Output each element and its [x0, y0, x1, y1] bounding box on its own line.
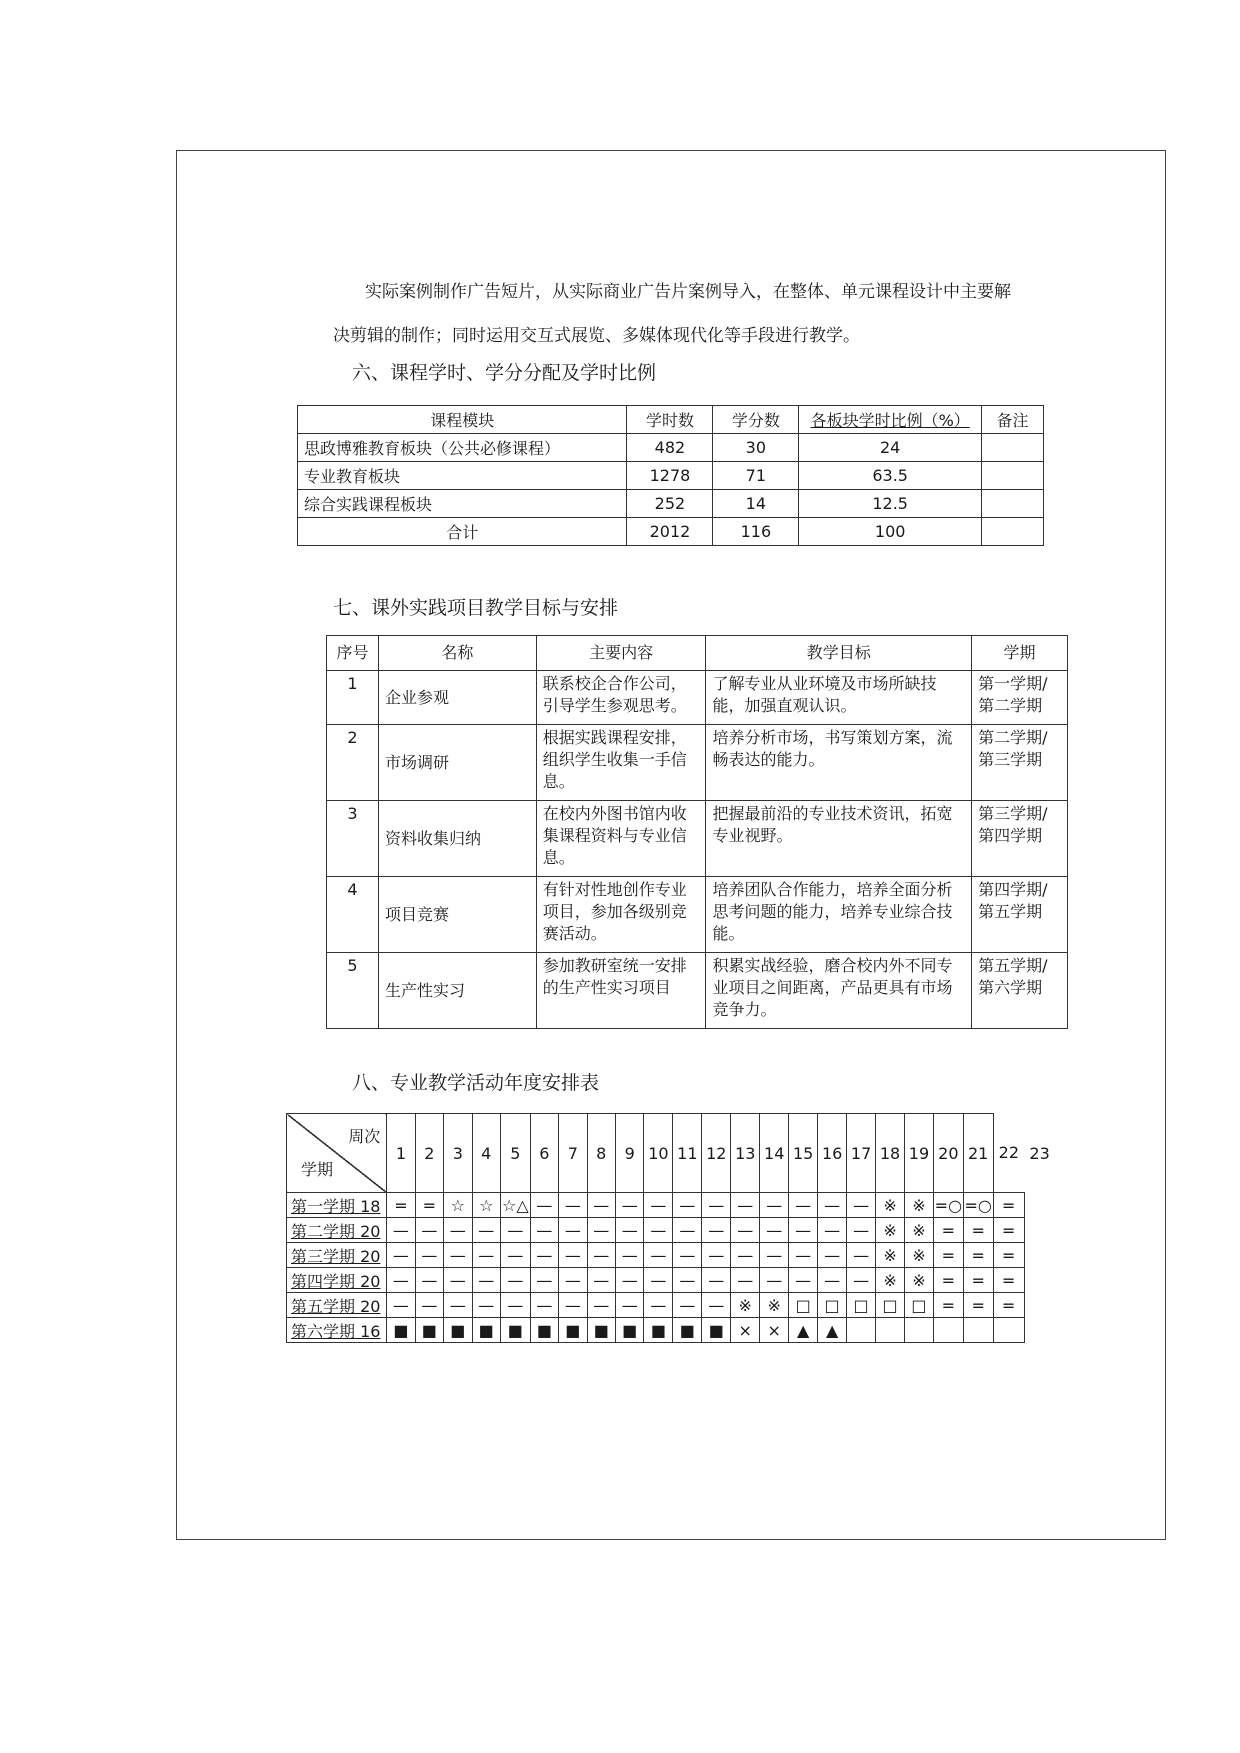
schedule-cell: — [702, 1193, 731, 1218]
week-number: 3 [444, 1114, 472, 1193]
schedule-cell: =○ [963, 1193, 993, 1218]
schedule-cell: = [993, 1193, 1024, 1218]
week-number: 19 [905, 1114, 934, 1193]
schedule-cell: — [387, 1243, 415, 1268]
project-name: 生产性实习 [378, 953, 536, 1029]
week-number: 10 [644, 1114, 673, 1193]
project-term: 第五学期/第六学期 [972, 953, 1068, 1029]
schedule-cell: = [963, 1293, 993, 1318]
header-goal: 教学目标 [706, 636, 972, 671]
schedule-cell: — [760, 1243, 789, 1268]
week-number: 6 [530, 1114, 558, 1193]
index: 3 [327, 801, 379, 877]
schedule-cell: = [933, 1293, 963, 1318]
schedule-cell: — [760, 1268, 789, 1293]
table-row [298, 434, 1044, 462]
schedule-cell: — [702, 1218, 731, 1243]
project-term: 第一学期/第二学期 [972, 671, 1068, 725]
credits: 30 [713, 434, 799, 462]
week-number: 7 [559, 1114, 587, 1193]
schedule-cell: — [702, 1293, 731, 1318]
schedule-cell: ※ [905, 1218, 934, 1243]
schedule-cell: — [818, 1243, 847, 1268]
schedule-cell: — [615, 1293, 643, 1318]
week-number: 5 [500, 1114, 530, 1193]
section6-title: 六、课程学时、学分分配及学时比例 [352, 362, 657, 384]
schedule-cell: — [530, 1243, 558, 1268]
schedule-cell: — [615, 1193, 643, 1218]
schedule-cell: ☆ [472, 1193, 500, 1218]
intro-line-1: 实际案例制作广告短片，从实际商业广告片案例导入，在整体、单元课程设计中主要解 [365, 282, 1011, 302]
schedule-cell: — [818, 1193, 847, 1218]
schedule-cell: — [415, 1243, 443, 1268]
hours: 2012 [627, 518, 713, 546]
schedule-cell [963, 1318, 993, 1343]
table-row [298, 462, 1044, 490]
schedule-cell: — [702, 1268, 731, 1293]
schedule-cell: ■ [559, 1318, 587, 1343]
header-content: 主要内容 [536, 636, 706, 671]
project-content: 有针对性地创作专业项目，参加各级别竞赛活动。 [536, 877, 706, 953]
intro-line-2: 决剪辑的制作；同时运用交互式展览、多媒体现代化等手段进行教学。 [333, 326, 860, 346]
schedule-row [287, 1243, 1056, 1268]
week-number: 1 [387, 1114, 415, 1193]
schedule-cell: — [559, 1193, 587, 1218]
schedule-cell: — [387, 1293, 415, 1318]
schedule-cell: — [500, 1293, 530, 1318]
term-label: 第四学期 20 [287, 1268, 387, 1293]
schedule-cell: — [847, 1218, 876, 1243]
project-content: 参加教研室统一安排的生产性实习项目 [536, 953, 706, 1029]
project-goal: 把握最前沿的专业技术资讯，拓宽专业视野。 [706, 801, 972, 877]
schedule-cell: ▲ [789, 1318, 818, 1343]
header-index: 序号 [327, 636, 379, 671]
schedule-table [286, 1113, 1056, 1343]
schedule-cell [905, 1318, 934, 1343]
schedule-cell: — [500, 1243, 530, 1268]
schedule-cell: — [731, 1218, 760, 1243]
header-remark: 备注 [982, 406, 1044, 434]
term-label: 第一学期 18 [287, 1193, 387, 1218]
schedule-cell: — [673, 1243, 702, 1268]
project-term: 第三学期/第四学期 [972, 801, 1068, 877]
schedule-header-row [287, 1114, 1056, 1193]
schedule-cell: ※ [876, 1268, 905, 1293]
schedule-cell: ■ [444, 1318, 472, 1343]
schedule-cell: = [993, 1268, 1024, 1293]
module-name: 思政博雅教育板块（公共必修课程） [298, 434, 627, 462]
schedule-cell: — [644, 1243, 673, 1268]
project-name: 资料收集归纳 [378, 801, 536, 877]
project-goal: 积累实战经验，磨合校内外不同专业项目之间距离，产品更具有市场竞争力。 [706, 953, 972, 1029]
schedule-cell: — [644, 1293, 673, 1318]
week-number: 13 [731, 1114, 760, 1193]
schedule-cell: ■ [644, 1318, 673, 1343]
schedule-cell: = [963, 1218, 993, 1243]
schedule-cell: = [387, 1193, 415, 1218]
schedule-cell: — [500, 1268, 530, 1293]
week-number: 4 [472, 1114, 500, 1193]
schedule-cell: — [847, 1268, 876, 1293]
schedule-cell: ■ [387, 1318, 415, 1343]
schedule-row [287, 1293, 1056, 1318]
schedule-cell: — [615, 1243, 643, 1268]
week-number: 21 [963, 1114, 993, 1193]
hours: 1278 [627, 462, 713, 490]
schedule-cell: ※ [876, 1193, 905, 1218]
schedule-cell: ■ [472, 1318, 500, 1343]
schedule-cell: ※ [905, 1268, 934, 1293]
schedule-cell: — [789, 1218, 818, 1243]
schedule-cell: — [587, 1218, 615, 1243]
schedule-cell: — [500, 1218, 530, 1243]
week-number: 16 [818, 1114, 847, 1193]
schedule-cell: = [415, 1193, 443, 1218]
schedule-cell: — [587, 1243, 615, 1268]
corner-term-label: 学期 [301, 1160, 334, 1179]
schedule-cell: × [731, 1318, 760, 1343]
schedule-cell: ■ [587, 1318, 615, 1343]
schedule-cell: = [933, 1218, 963, 1243]
schedule-cell: □ [905, 1293, 934, 1318]
schedule-cell: — [444, 1293, 472, 1318]
schedule-cell: — [444, 1268, 472, 1293]
schedule-cell: — [387, 1218, 415, 1243]
schedule-cell: ■ [500, 1318, 530, 1343]
project-goal: 培养分析市场，书写策划方案，流畅表达的能力。 [706, 725, 972, 801]
week-number: 11 [673, 1114, 702, 1193]
schedule-cell [876, 1318, 905, 1343]
credits: 116 [713, 518, 799, 546]
schedule-cell: = [963, 1243, 993, 1268]
schedule-cell: — [587, 1193, 615, 1218]
week-number: 17 [847, 1114, 876, 1193]
schedule-cell: ■ [673, 1318, 702, 1343]
schedule-cell: — [530, 1218, 558, 1243]
remark [982, 462, 1044, 490]
table-row [327, 725, 1068, 801]
schedule-cell: — [760, 1218, 789, 1243]
week-number: 12 [702, 1114, 731, 1193]
project-name: 企业参观 [378, 671, 536, 725]
term-label: 第二学期 20 [287, 1218, 387, 1243]
table-row-total [298, 518, 1044, 546]
intro-paragraph [333, 270, 1033, 358]
schedule-cell: — [789, 1193, 818, 1218]
schedule-cell: ※ [731, 1293, 760, 1318]
schedule-cell: — [559, 1218, 587, 1243]
practice-table [326, 635, 1068, 1029]
schedule-cell: — [702, 1243, 731, 1268]
remark [982, 434, 1044, 462]
schedule-cell: — [847, 1243, 876, 1268]
schedule-cell: — [847, 1193, 876, 1218]
schedule-cell: □ [847, 1293, 876, 1318]
project-content: 在校内外图书馆内收集课程资料与专业信息。 [536, 801, 706, 877]
term-label: 第五学期 20 [287, 1293, 387, 1318]
diagonal-header-cell [287, 1114, 387, 1193]
header-credits: 学分数 [713, 406, 799, 434]
table-row [327, 671, 1068, 725]
schedule-cell: □ [876, 1293, 905, 1318]
project-content: 联系校企合作公司，引导学生参观思考。 [536, 671, 706, 725]
total-label: 合计 [298, 518, 627, 546]
remark [982, 518, 1044, 546]
schedule-cell: — [818, 1218, 847, 1243]
ratio: 63.5 [799, 462, 982, 490]
project-content: 根据实践课程安排，组织学生收集一手信息。 [536, 725, 706, 801]
schedule-row [287, 1268, 1056, 1293]
week-number: 22 [998, 1143, 1020, 1163]
schedule-cell: — [644, 1268, 673, 1293]
index: 4 [327, 877, 379, 953]
schedule-cell: — [415, 1218, 443, 1243]
schedule-cell: — [760, 1193, 789, 1218]
schedule-cell: ☆ [444, 1193, 472, 1218]
schedule-cell: — [530, 1293, 558, 1318]
week-number: 2 [415, 1114, 443, 1193]
ratio: 12.5 [799, 490, 982, 518]
schedule-cell [847, 1318, 876, 1343]
module-name: 综合实践课程板块 [298, 490, 627, 518]
schedule-body [287, 1193, 1056, 1343]
project-name: 市场调研 [378, 725, 536, 801]
schedule-cell: ※ [876, 1243, 905, 1268]
schedule-cell: — [559, 1268, 587, 1293]
week-number: 18 [876, 1114, 905, 1193]
header-module: 课程模块 [298, 406, 627, 434]
table-row [327, 953, 1068, 1029]
module-name: 专业教育板块 [298, 462, 627, 490]
schedule-cell: — [415, 1293, 443, 1318]
schedule-cell [993, 1318, 1024, 1343]
schedule-cell: — [731, 1193, 760, 1218]
schedule-cell: — [559, 1293, 587, 1318]
schedule-cell: — [673, 1193, 702, 1218]
project-term: 第二学期/第三学期 [972, 725, 1068, 801]
schedule-cell: — [644, 1218, 673, 1243]
week-number: 23 [1029, 1143, 1050, 1163]
schedule-row [287, 1318, 1056, 1343]
schedule-cell: ※ [905, 1243, 934, 1268]
schedule-cell: — [789, 1268, 818, 1293]
table-row [327, 801, 1068, 877]
project-goal: 培养团队合作能力，培养全面分析思考问题的能力，培养专业综合技能。 [706, 877, 972, 953]
index: 5 [327, 953, 379, 1029]
week-number: 15 [789, 1114, 818, 1193]
corner-week-label: 周次 [348, 1127, 381, 1146]
week-number: 20 [933, 1114, 963, 1193]
schedule-cell: — [559, 1243, 587, 1268]
schedule-cell: — [472, 1218, 500, 1243]
schedule-cell: ■ [702, 1318, 731, 1343]
schedule-row [287, 1218, 1056, 1243]
credit-table [297, 405, 1044, 546]
schedule-cell: □ [789, 1293, 818, 1318]
schedule-cell: ▲ [818, 1318, 847, 1343]
week-number: 8 [587, 1114, 615, 1193]
header-term: 学期 [972, 636, 1068, 671]
week-number: 14 [760, 1114, 789, 1193]
schedule-cell: ※ [876, 1218, 905, 1243]
schedule-cell: — [587, 1268, 615, 1293]
schedule-cell: — [644, 1193, 673, 1218]
header-hours: 学时数 [627, 406, 713, 434]
schedule-cell: — [587, 1293, 615, 1318]
header-name: 名称 [378, 636, 536, 671]
schedule-cell: — [444, 1218, 472, 1243]
schedule-cell: — [673, 1293, 702, 1318]
practice-table-header [327, 636, 1068, 671]
schedule-cell: — [673, 1268, 702, 1293]
project-goal: 了解专业从业环境及市场所缺技能，加强直观认识。 [706, 671, 972, 725]
schedule-cell: — [530, 1193, 558, 1218]
week-number: 9 [615, 1114, 643, 1193]
credits: 14 [713, 490, 799, 518]
index: 2 [327, 725, 379, 801]
schedule-cell: = [993, 1293, 1024, 1318]
schedule-cell: =○ [933, 1193, 963, 1218]
schedule-cell: — [472, 1243, 500, 1268]
schedule-cell: = [933, 1243, 963, 1268]
schedule-cell: — [472, 1268, 500, 1293]
schedule-cell: — [415, 1268, 443, 1293]
credit-table-header [298, 406, 1044, 434]
credits: 71 [713, 462, 799, 490]
schedule-cell: ■ [415, 1318, 443, 1343]
table-row [327, 877, 1068, 953]
term-label: 第三学期 20 [287, 1243, 387, 1268]
schedule-cell: ※ [760, 1293, 789, 1318]
schedule-cell: = [963, 1268, 993, 1293]
schedule-cell: — [387, 1268, 415, 1293]
header-ratio: 各板块学时比例（%） [799, 406, 982, 434]
schedule-cell: = [993, 1218, 1024, 1243]
schedule-cell: ※ [905, 1193, 934, 1218]
schedule-cell: — [789, 1243, 818, 1268]
hours: 482 [627, 434, 713, 462]
schedule-cell [933, 1318, 963, 1343]
schedule-cell: □ [818, 1293, 847, 1318]
schedule-cell: — [818, 1268, 847, 1293]
schedule-cell: ■ [615, 1318, 643, 1343]
project-term: 第四学期/第五学期 [972, 877, 1068, 953]
schedule-cell: = [933, 1268, 963, 1293]
section8-title: 八、专业教学活动年度安排表 [352, 1072, 600, 1094]
ratio: 100 [799, 518, 982, 546]
schedule-cell: — [444, 1243, 472, 1268]
ratio: 24 [799, 434, 982, 462]
schedule-row [287, 1193, 1056, 1218]
remark [982, 490, 1044, 518]
schedule-cell: — [472, 1293, 500, 1318]
hours: 252 [627, 490, 713, 518]
schedule-cell: — [731, 1268, 760, 1293]
schedule-cell: — [530, 1268, 558, 1293]
schedule-cell: = [993, 1243, 1024, 1268]
schedule-cell: — [673, 1218, 702, 1243]
table-row [298, 490, 1044, 518]
schedule-cell: — [615, 1218, 643, 1243]
schedule-cell: × [760, 1318, 789, 1343]
schedule-cell: ☆△ [500, 1193, 530, 1218]
schedule-cell: — [731, 1243, 760, 1268]
project-name: 项目竞赛 [378, 877, 536, 953]
schedule-cell: — [615, 1268, 643, 1293]
index: 1 [327, 671, 379, 725]
section7-title: 七、课外实践项目教学目标与安排 [333, 597, 619, 619]
schedule-cell: ■ [530, 1318, 558, 1343]
term-label: 第六学期 16 [287, 1318, 387, 1343]
